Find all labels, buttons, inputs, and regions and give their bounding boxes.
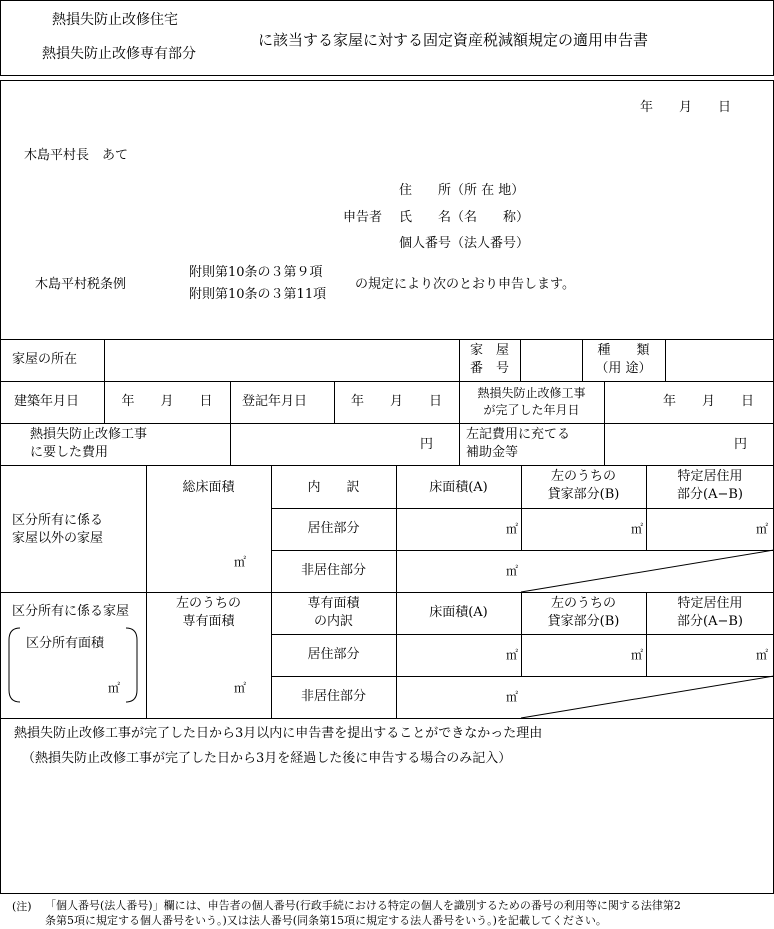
residential-ab-unit[interactable]: ㎡ [756,522,769,536]
total-floor-unit[interactable]: ㎡ [234,555,247,569]
applicant-name[interactable]: 氏 名（名 称） [399,210,530,225]
completion-date-label-1: 熱損失防止改修工事 [477,386,586,400]
registered-date-value[interactable]: 年 月 日 [350,394,442,409]
diagonal-strike [521,676,774,718]
reason-line1: 熱損失防止改修工事が完了した日から3月以内に申告書を提出することができなかった理由 [14,726,543,741]
note-line2: 条第5項に規定する個人番号をいう。)又は法人番号(同条第15項に規定する法人番号をいう。)を記載してください。 [45,914,607,927]
date-line[interactable]: 年 月 日 [640,100,732,115]
built-date-label: 建築年月日 [14,394,80,409]
condo-special-label-1: 特定居住用 [677,596,743,611]
non-residential-a-unit[interactable]: ㎡ [506,564,519,578]
exclusive-breakdown-label-2: の内訳 [313,614,353,629]
condo-residential-b-unit[interactable]: ㎡ [631,648,644,662]
non-condo-label-1: 区分所有に係る [12,513,104,528]
subsidy-label-1: 左記費用に充てる [466,427,571,442]
left-bracket [9,628,20,702]
residential-label: 居住部分 [307,521,360,536]
condo-floor-a-label: 床面積(A) [429,605,488,620]
condo-special-label-2: 部分(A−B) [677,614,743,629]
kind-label-2: （用 途） [595,361,652,376]
condo-area-unit[interactable]: ㎡ [108,681,121,695]
built-date-value[interactable]: 年 月 日 [121,394,213,409]
condo-label: 区分所有に係る家屋 [12,604,130,619]
diagonal-strike [521,550,774,592]
reason-line2: （熱損失防止改修工事が完了した日から3月を経過した後に申告する場合のみ記入） [22,751,512,766]
ordinance-label: 木島平村税条例 [35,277,127,292]
house-number-label-1: 家 屋 [469,343,509,358]
non-residential-label: 非居住部分 [300,563,366,578]
addressee: 木島平村長 あて [24,148,129,163]
cost-label-1: 熱損失防止改修工事 [30,427,148,442]
subsidy-label-2: 補助金等 [466,445,519,460]
header-line2: 熱損失防止改修専有部分 [42,46,196,62]
exclusive-area-unit[interactable]: ㎡ [234,681,247,695]
applicant-label: 申告者 [343,210,383,225]
residential-b-unit[interactable]: ㎡ [631,522,644,536]
applicant-number[interactable]: 個人番号（法人番号） [399,236,530,251]
applicant-address[interactable]: 住 所（所 在 地） [399,183,525,198]
total-floor-label: 総床面積 [182,480,235,495]
reason-input-area[interactable] [1,772,773,892]
exclusive-area-label-1: 左のうちの [175,596,241,611]
ordinance-text: の規定により次のとおり申告します。 [355,277,575,292]
document-title: に該当する家屋に対する固定資産税減額規定の適用申告書 [258,31,649,49]
ordinance-ref-11[interactable]: 附則第10条の３第11項 [189,287,327,302]
exclusive-area-label-2: 専有面積 [182,614,235,629]
condo-residential-label: 居住部分 [307,647,360,662]
condo-residential-a-unit[interactable]: ㎡ [506,648,519,662]
header-line1: 熱損失防止改修住宅 [52,12,178,28]
condo-residential-ab-unit[interactable]: ㎡ [756,648,769,662]
completion-date-label-2: が完了した年月日 [483,403,580,417]
house-number-label-2: 番 号 [469,361,509,376]
right-bracket [126,628,137,702]
subsidy-yen[interactable]: 円 [734,437,748,452]
ordinance-ref-9[interactable]: 附則第10条の３第９項 [189,265,323,280]
location-label: 家屋の所在 [12,352,78,367]
condo-rental-label-2: 貸家部分(B) [547,614,620,629]
rental-label-1: 左のうちの [550,469,616,484]
special-label-1: 特定居住用 [677,469,743,484]
special-label-2: 部分(A−B) [677,487,743,502]
cost-yen[interactable]: 円 [420,437,434,452]
residential-a-unit[interactable]: ㎡ [506,522,519,536]
completion-date-value[interactable]: 年 月 日 [662,394,754,409]
rental-label-2: 貸家部分(B) [547,487,620,502]
note-line1: 「個人番号(法人番号)」欄には、申告者の個人番号(行政手続における特定の個人を識別するための番号の利用等に関する法律第2 [45,899,681,912]
floor-a-label: 床面積(A) [429,480,488,495]
condo-non-residential-a-unit[interactable]: ㎡ [506,690,519,704]
condo-rental-label-1: 左のうちの [550,596,616,611]
exclusive-breakdown-label-1: 専有面積 [307,596,360,611]
condo-non-residential-label: 非居住部分 [300,689,366,704]
condo-area-label: 区分所有面積 [26,636,105,651]
kind-label-1: 種 類 [597,343,650,358]
breakdown-label: 内 訳 [307,480,360,495]
cost-label-2: に要した費用 [30,445,109,460]
note-label: (注) [12,900,32,913]
non-condo-label-2: 家屋以外の家屋 [12,531,104,546]
registered-date-label: 登記年月日 [242,394,308,409]
